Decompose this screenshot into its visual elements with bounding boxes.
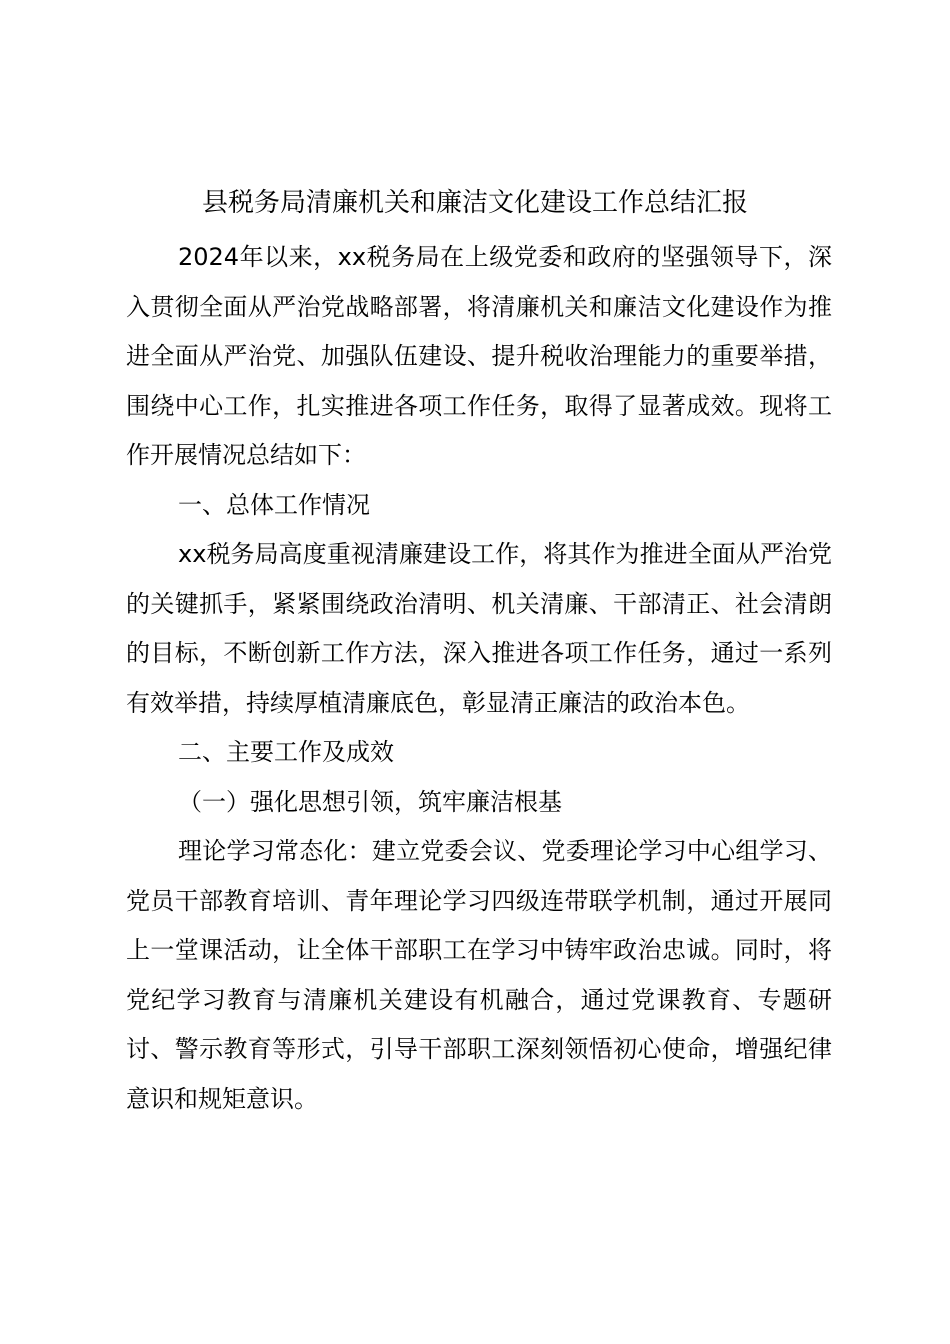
- intro-paragraph: 2024年以来，xx税务局在上级党委和政府的坚强领导下，深入贯彻全面从严治党战略部署，将清廉机关和廉洁文化建设作为推进全面从严治党、加强队伍建设、提升税收治理能力的重要举措，围绕中心工作，扎实推进各项工作任务，取得了显著成效。现将工作开展情况总结如下：: [126, 243, 832, 469]
- subsection-heading-ideology: （一）强化思想引领，筑牢廉洁根基: [178, 787, 562, 816]
- section-heading-main-work: 二、主要工作及成效: [178, 738, 394, 766]
- document-body: [126, 233, 832, 1124]
- theory-study-paragraph: 理论学习常态化：建立党委会议、党委理论学习中心组学习、党员干部教育培训、青年理论学习四级连带联学机制，通过开展同上一堂课活动，让全体干部职工在学习中铸牢政治忠诚。同时，将党纪学习教育与清廉机关建设有机融合，通过党课教育、专题研讨、警示教育等形式，引导干部职工深刻领悟初心使命，增强纪律意识和规矩意识。: [126, 837, 832, 1113]
- document-title: 县税务局清廉机关和廉洁文化建设工作总结汇报: [201, 188, 748, 218]
- section-heading-overall: 一、总体工作情况: [178, 490, 370, 519]
- overall-paragraph: xx税务局高度重视清廉建设工作，将其作为推进全面从严治党的关键抓手，紧紧围绕政治清明、机关清廉、干部清正、社会清朗的目标，不断创新工作方法，深入推进各项工作任务，通过一系列有效举措，持续厚植清廉底色，彰显清正廉洁的政治本色。: [126, 540, 832, 717]
